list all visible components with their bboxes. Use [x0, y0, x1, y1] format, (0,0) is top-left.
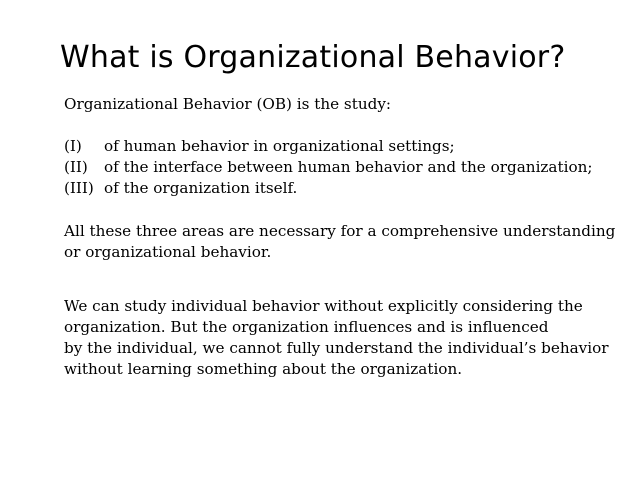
paragraph-line: All these three areas are necessary for a comprehensive understanding	[64, 222, 616, 240]
list-item	[64, 136, 592, 157]
paragraph-line: or organizational behavior.	[64, 243, 272, 261]
paragraph-line: We can study individual behavior without explicitly considering the	[64, 297, 583, 315]
list-item-text: of human behavior in organizational settings;	[104, 137, 455, 155]
list-item-text: of the organization itself.	[104, 179, 298, 197]
list-marker: (III)	[64, 179, 94, 197]
list-item-text: of the interface between human behavior and the organization;	[104, 158, 593, 176]
list-item	[64, 157, 592, 178]
paragraph-line: without learning something about the organization.	[64, 360, 463, 378]
study-list	[64, 136, 592, 199]
list-item	[64, 178, 592, 199]
paragraph-line: by the individual, we cannot fully understand the individual’s behavior	[64, 339, 609, 357]
intro-text: Organizational Behavior (OB) is the study:	[64, 95, 392, 113]
paragraph-line: organization. But the organization influences and is influenced	[64, 318, 549, 336]
paragraph-areas	[64, 221, 615, 263]
slide-title: What is Organizational Behavior?	[60, 40, 566, 75]
list-marker: (I)	[64, 137, 82, 155]
paragraph-individual	[64, 296, 609, 380]
list-marker: (II)	[64, 158, 88, 176]
